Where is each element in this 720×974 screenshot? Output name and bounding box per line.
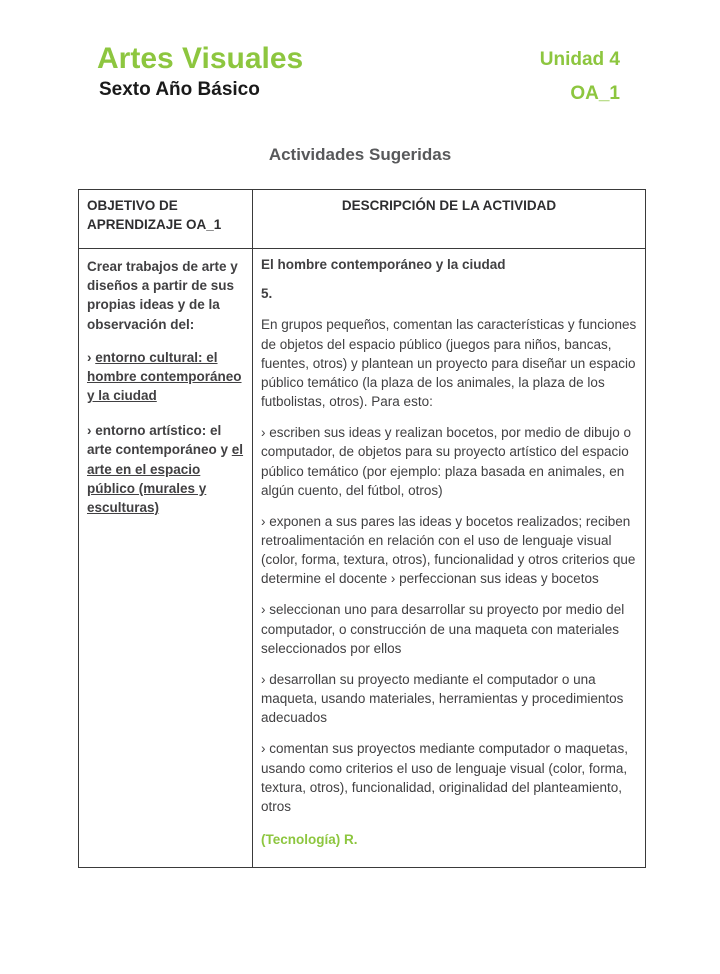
activity-paragraph: › desarrollan su proyecto mediante el computador o una maqueta, usando materiales, herramientas y procedimientos adecuados — [261, 671, 624, 726]
activity-number: 5. — [261, 286, 273, 302]
activity-paragraph: › seleccionan uno para desarrollar su proyecto por medio del computador, o construcción de una maqueta con materiales seleccionados por ellos — [261, 602, 625, 656]
activity-paragraph: › comentan sus proyectos mediante computador o maquetas, usando como criterios el uso de lenguaje visual (color, forma, textura, otros), funcionalidad, originalidad del planteamiento, otros — [261, 741, 628, 814]
column-header-description: DESCRIPCIÓN DE LA ACTIVIDAD — [253, 189, 646, 248]
header-meta — [540, 42, 620, 105]
document-header — [97, 42, 620, 105]
objective-cell — [79, 249, 253, 868]
header-brand — [97, 42, 303, 101]
table-header-row — [79, 189, 646, 248]
oa-label: OA_1 — [570, 82, 620, 104]
activity-paragraph: › exponen a sus pares las ideas y bocetos realizados; reciben retroalimentación en relación con el uso de lenguaje visual (color, forma, textura, otros), funcionalidad y otros criterios que determine el docente › perfeccionan sus ideas y bocetos — [261, 513, 636, 587]
document-subtitle: Sexto Año Básico — [99, 79, 260, 100]
table-row — [79, 249, 646, 868]
bullet-marker: › — [87, 423, 96, 439]
document-title: Artes Visuales — [97, 42, 304, 75]
activities-table — [78, 189, 646, 868]
activity-footer: (Tecnología) R. — [261, 832, 358, 847]
objective-bullet-1 — [87, 348, 244, 405]
activity-paragraph: En grupos pequeños, comentan las características y funciones de objetos del espacio público (juegos para niños, bancas, fuentes, otros) y plantean un proyecto para diseñar un espacio público temático (la plaza de los animales, la plaza de los futbolistas, otros). Para esto: — [261, 317, 637, 410]
objective-bullet-2-plain-text: entorno artístico: el arte contemporáneo y — [87, 423, 232, 458]
objective-intro: Crear trabajos de arte y diseños a partir de sus propias ideas y de la observación del: — [87, 259, 238, 332]
activity-heading: El hombre contemporáneo y la ciudad — [261, 257, 506, 273]
objective-bullet-2-link-text: el arte en el espacio público (murales y esculturas) — [87, 442, 244, 515]
activity-paragraph: › escriben sus ideas y realizan bocetos, por medio de dibujo o computador, de objetos para su proyecto artístico del espacio público temático (por ejemplo: plaza basada en animales, en algún cuento, del fútbol, otros) — [261, 425, 631, 498]
unit-label: Unidad 4 — [539, 49, 620, 70]
activity-cell — [253, 249, 646, 868]
objective-bullet-1-link-text: entorno cultural: el hombre contemporáneo y la ciudad — [87, 349, 242, 404]
page-title: Actividades Sugeridas — [268, 144, 452, 164]
objective-bullet-2 — [87, 421, 244, 517]
column-header-objective: OBJETIVO DE APRENDIZAJE OA_1 — [79, 189, 253, 248]
bullet-marker: › — [87, 349, 96, 365]
